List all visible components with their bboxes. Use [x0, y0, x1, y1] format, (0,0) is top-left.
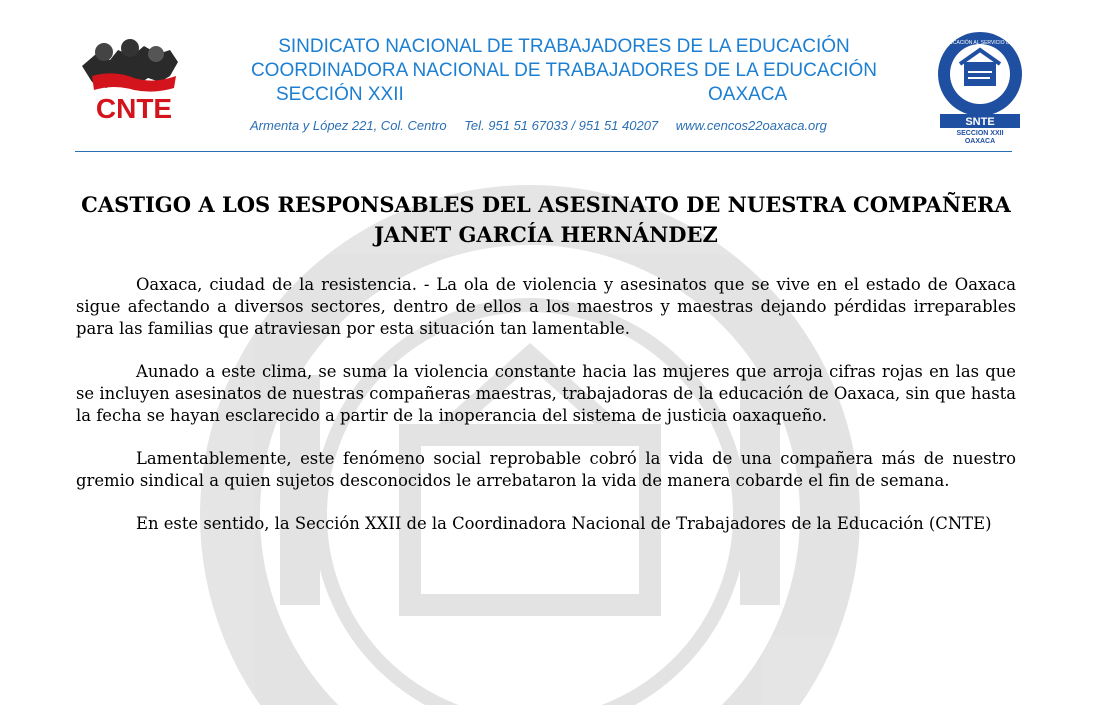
- snte-ring-text: POR LA EDUCACIÓN AL SERVICIO DEL PUEBLO: [922, 40, 1038, 46]
- letterhead: [0, 0, 1068, 160]
- paragraph-2: Aunado a este clima, se suma la violencia constante hacia las mujeres que arroja cifras rojas en las que se incluyen asesinatos de nuestras compañeras maestras, trabajadoras de la educación de Oaxaca, sin que hasta la fecha se hayan esclarecido a partir de la inoperancia del sistema de justicia oaxaqueño.: [76, 362, 1016, 425]
- snte-subtext-1: SECCION XXII: [956, 130, 1004, 137]
- snte-logo-icon: [922, 28, 1038, 145]
- snte-subtext-2: OAXACA: [964, 138, 996, 145]
- header-line-1: SINDICATO NACIONAL DE TRABAJADORES DE LA EDUCACIÓN: [278, 36, 850, 57]
- paragraph-1: Oaxaca, ciudad de la resistencia. - La ola de violencia y asesinatos que se vive en el estado de Oaxaca sigue afectando a diversos sectores, dentro de ellos a los maestros y maestras dejando pérdidas irreparables para las familias que atraviesan por esta situación tan lamentable.: [76, 275, 1016, 338]
- snte-logo-text: SNTE: [965, 116, 995, 128]
- title-line-1: CASTIGO A LOS RESPONSABLES DEL ASESINATO DE NUESTRA COMPAÑERA: [81, 192, 1011, 217]
- header-section: SECCIÓN XXII: [276, 84, 404, 105]
- document-title: [76, 190, 1016, 250]
- paragraph-3: Lamentablemente, este fenómeno social reprobable cobró la vida de una compañera más de nuestro gremio sindical a quien sujetos desconocidos le arrebataron la vida de manera cobarde el fin de semana.: [76, 449, 1016, 490]
- paragraph-4: En este sentido, la Sección XXII de la Coordinadora Nacional de Trabajadores de la Educación (CNTE): [136, 514, 992, 533]
- header-website[interactable]: www.cencos22oaxaca.org: [675, 118, 827, 133]
- header-contact: [250, 118, 841, 133]
- cnte-logo-text: CNTE: [95, 93, 173, 124]
- header-divider: [75, 151, 1012, 152]
- header-phone: Tel. 951 51 67033 / 951 51 40207: [464, 118, 659, 133]
- header-address: Armenta y López 221, Col. Centro: [250, 118, 447, 133]
- title-line-2: JANET GARCÍA HERNÁNDEZ: [374, 222, 718, 247]
- document-body: [76, 190, 1016, 556]
- header-state: OAXACA: [708, 84, 788, 105]
- header-line-2: COORDINADORA NACIONAL DE TRABAJADORES DE LA EDUCACIÓN: [250, 60, 878, 81]
